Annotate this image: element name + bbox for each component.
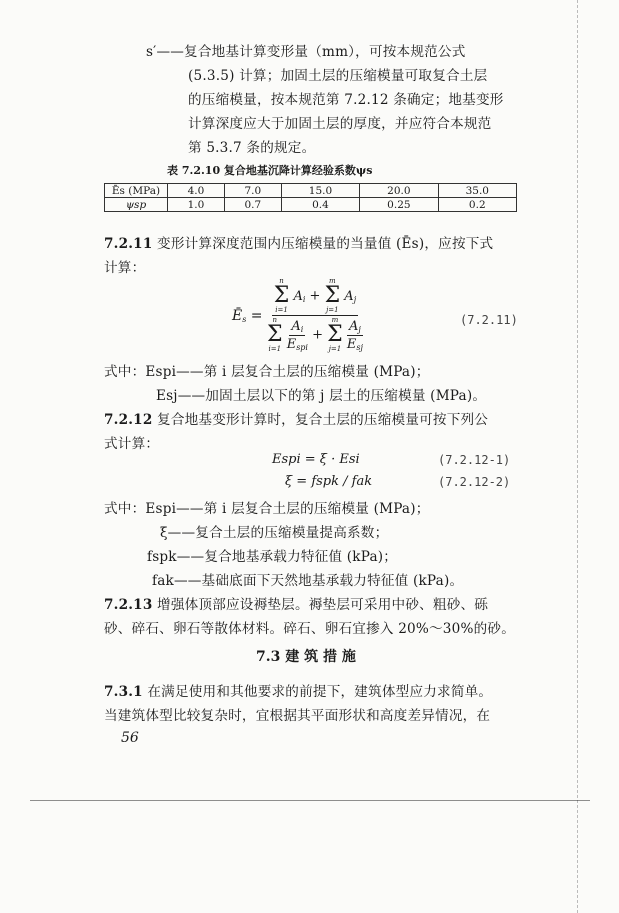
table-cell: 7.0 [224, 184, 281, 198]
clause-7-2-13-line-1 [104, 593, 488, 613]
equation-number: (7.2.12-1) [438, 453, 511, 467]
clause-number: 7.2.12 [104, 412, 153, 428]
table-cell: 0.25 [360, 198, 438, 212]
settlement-coefficient-table [104, 183, 517, 212]
table-cell: 0.7 [224, 198, 281, 212]
where-7-2-12-1 [104, 497, 430, 517]
where-lead: 式中： [104, 501, 146, 517]
intro-line-3: 的压缩模量，按本规范第 7.2.12 条确定；地基变形 [188, 92, 504, 108]
clause-text: 增强体顶部应设褥垫层。褥垫层可采用中砂、粗砂、砾 [157, 597, 489, 613]
table-cell: 35.0 [438, 184, 516, 198]
clause-7-3-1-line-2: 当建筑体型比较复杂时，宜根据其平面形状和高度差异情况，在 [104, 708, 491, 724]
intro-line-1: s′——复合地基计算变形量（mm），可按本规范公式 [146, 44, 466, 60]
where-text: Espi——第 i 层复合土层的压缩模量 (MPa)； [145, 364, 430, 380]
table-cell: 0.2 [438, 198, 516, 212]
bottom-rule [30, 800, 590, 801]
table-cell: 0.4 [281, 198, 359, 212]
intro-line-2: (5.3.5) 计算；加固土层的压缩模量可取复合土层 [188, 68, 488, 84]
section-heading: 7.3 建 筑 措 施 [256, 649, 356, 665]
where-7-2-12-2: ξ——复合土层的压缩模量提高系数； [160, 525, 389, 541]
table-header-label: Ēs (MPa) [105, 184, 168, 198]
clause-text: 变形计算深度范围内压缩模量的当量值 (Ēs)，应按下式 [157, 236, 494, 252]
clause-text: 复合地基变形计算时，复合土层的压缩模量可按下列公 [157, 412, 489, 428]
clause-text: 在满足使用和其他要求的前提下，建筑体型应力求简单。 [147, 684, 493, 700]
equation-7-2-12-1: Espi = ξ · Esi [272, 452, 360, 467]
clause-7-2-12-line-2: 式计算： [104, 436, 160, 452]
intro-line-5: 第 5.3.7 条的规定。 [188, 140, 316, 156]
clause-7-2-11-line-1 [104, 232, 493, 252]
table-row [105, 184, 517, 198]
clause-7-2-11-line-2: 计算： [104, 260, 146, 276]
table-caption: 表 7.2.10 复合地基沉降计算经验系数ψs [167, 164, 373, 177]
page-number: 56 [121, 730, 139, 746]
intro-line-4: 计算深度应大于加固土层的厚度，并应符合本规范 [188, 116, 492, 132]
clause-7-2-13-line-2: 砂、碎石、卵石等散体材料。碎石、卵石宜掺入 20%～30%的砂。 [104, 621, 515, 637]
clause-7-3-1-line-1 [104, 680, 492, 700]
clause-number: 7.3.1 [104, 684, 143, 700]
clause-7-2-12-line-1 [104, 408, 488, 428]
table-cell: 20.0 [360, 184, 438, 198]
table-cell: 4.0 [168, 184, 225, 198]
where-text: Espi——第 i 层复合土层的压缩模量 (MPa)； [145, 501, 430, 517]
where-7-2-12-3: fspk——复合地基承载力特征值 (kPa)； [147, 549, 398, 565]
table-row-label: ψsp [105, 198, 168, 212]
table-cell: 15.0 [281, 184, 359, 198]
clause-number: 7.2.11 [104, 236, 153, 252]
equation-number: (7.2.11) [460, 313, 518, 327]
where-7-2-12-4: fak——基础底面下天然地基承载力特征值 (kPa)。 [152, 573, 464, 589]
equation-7-2-11: $Ē_s$ = n Σ i=1 $A_i$ + m Σ j=1 $A_j$ n Σ i=1 $\frac{A_i}{E_{spi}}$ + m Σ j=1 $\frac{A_j}{E_{sj}}$ [232, 277, 363, 353]
where-7-2-11-2: Esj——加固土层以下的第 j 层土的压缩模量 (MPa)。 [156, 388, 487, 404]
clause-number: 7.2.13 [104, 597, 153, 613]
equation-number: (7.2.12-2) [438, 475, 511, 489]
where-lead: 式中： [104, 364, 146, 380]
where-7-2-11-1 [104, 360, 430, 380]
page-edge-line [577, 0, 578, 913]
table-row [105, 198, 517, 212]
table-cell: 1.0 [168, 198, 225, 212]
equation-7-2-12-2: ξ = fspk / fak [285, 474, 373, 489]
